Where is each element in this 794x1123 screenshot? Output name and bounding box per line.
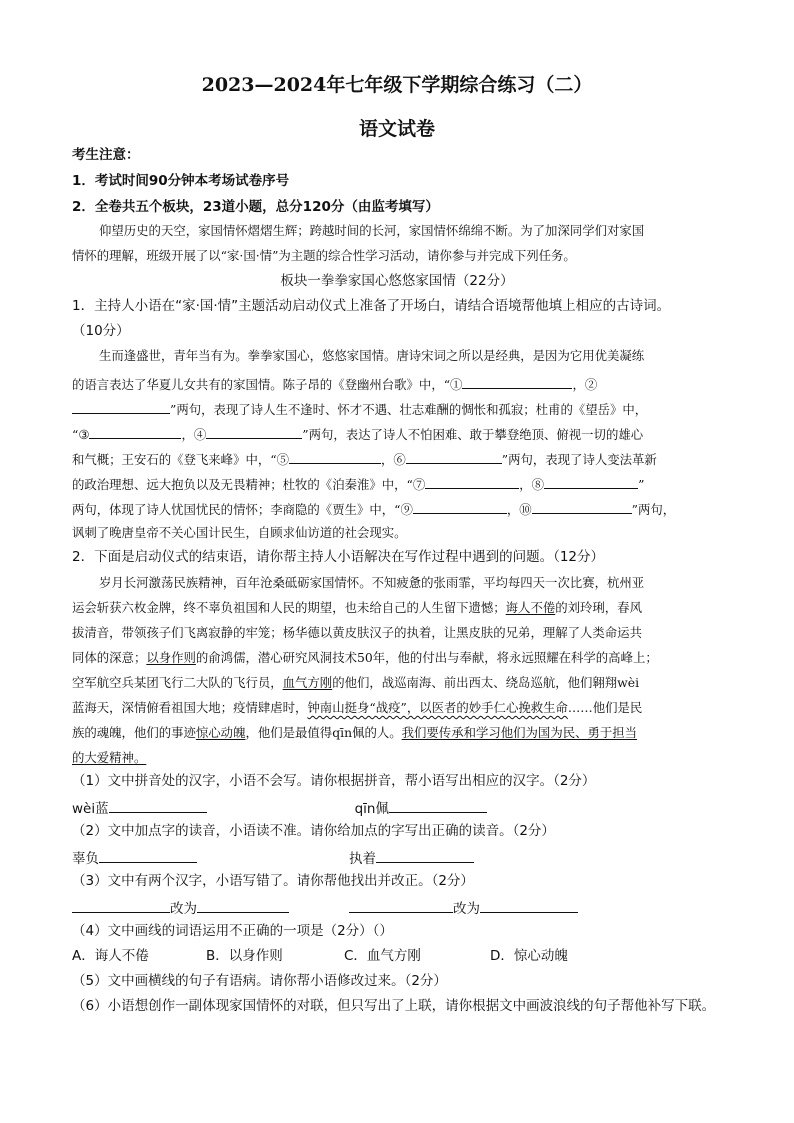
answer-blank-6[interactable] (406, 451, 502, 464)
q1-passage-line-6 (72, 476, 732, 491)
q1-text: 的政治理想、远大抱负以及无畏精神；杜牧的《泊秦淮》中，“⑦ (72, 477, 426, 492)
q1-passage-line-1: 生而逢盛世，青年当有为。拳拳家国心，悠悠家国情。唐诗宋词之所以是经典，是因为它用优美凝练 (99, 348, 645, 363)
q2-text: 同体的深意； (72, 650, 147, 665)
pinyin-wei-label: wèi蓝 (72, 801, 109, 817)
answer-blank-wrong-1[interactable] (72, 900, 170, 913)
change-to-label: 改为 (170, 901, 197, 917)
q1-text: ” (638, 477, 645, 492)
underlined-sentence: 我们要传承和学习他们为国为民、勇于担当 (401, 725, 638, 740)
q1-passage-line-8: 讽刺了晚唐皇帝不关心国计民生，自顾求仙访道的社会现实。 (72, 525, 407, 540)
answer-blank-correct-2[interactable] (480, 900, 578, 913)
answer-blank-9[interactable] (413, 501, 507, 514)
q2-passage-line-3: 拔清音，带领孩子们飞离寂静的牢笼；杨华德以黄皮肤汉子的执着，让黑皮肤的兄弟，理解了人类命运共 (72, 625, 642, 640)
q1-passage-line-5 (72, 451, 732, 466)
underlined-word-huirenbujuan: 诲人不倦 (505, 600, 556, 615)
exam-subtitle: 语文试卷 (358, 118, 435, 140)
q1-text: “③ (72, 427, 90, 442)
underlined-word-xueqifanggang: 血气方刚 (282, 675, 333, 690)
answer-blank-wei[interactable] (109, 800, 207, 813)
sub-question-2: （2）文中加点字的读音，小语读不准。请你给加点的字写出正确的读音。（2分） (72, 823, 555, 839)
q2-text: 空军航空兵某团飞行二大队的飞行员， (72, 675, 283, 690)
q1-text: ，⑥ (380, 452, 406, 467)
notice-item-2: 2．全卷共五个板块，23道小题，总分120分（由监考填写） (72, 199, 439, 215)
q2-passage-line-1: 岁月长河激荡民族精神，百年沧桑砥砺家国情怀。不知疲惫的张雨霏，平均每四天一次比赛，杭州亚 (99, 575, 645, 590)
notice-heading: 考生注意： (72, 147, 140, 163)
notice-item-1: 1．考试时间90分钟本考场试卷序号 (72, 173, 290, 189)
q1-text: ”两句， (631, 502, 676, 517)
answer-blank-gufu[interactable] (99, 850, 197, 863)
q2-passage-line-7 (72, 727, 732, 739)
q2-passage-line-5 (72, 677, 732, 689)
q1-text: 的语言表达了华夏儿女共有的家国情。陈子昂的《登幽州台歌》中，“① (72, 377, 463, 392)
option-a[interactable]: A．诲人不倦 (72, 948, 149, 964)
underlined-word-jingxindongpo: 惊心动魄 (195, 725, 246, 740)
wavy-underlined-sentence: 钟南山挺身“战疫”，以医者的妙手仁心挽救生命 (307, 700, 568, 715)
answer-blank-7[interactable] (425, 476, 519, 489)
q1-stem-line-2: （10分） (72, 323, 130, 339)
q1-passage-line-4 (72, 426, 732, 441)
answer-blank-5[interactable] (289, 451, 381, 464)
option-b[interactable]: B．以身作则 (206, 948, 283, 964)
q1-passage-line-7 (72, 501, 732, 516)
q1-text: ”两句，表现了诗人变法革新 (501, 452, 657, 467)
q2-text: ，他们是最值得qīn佩的人。 (245, 725, 402, 740)
section-1-title: 板块一拳拳家国心悠悠家国情（22分） (280, 273, 514, 289)
word-gufu-label: 辜负 (72, 851, 99, 867)
intro-line-1: 仰望历史的天空，家国情怀熠熠生辉；跨越时间的长河，家国情怀绵绵不断。为了加深同学们对家国 (99, 223, 645, 238)
q1-passage-line-2 (72, 376, 732, 391)
answer-blank-2[interactable] (72, 401, 170, 414)
q2-text: 运会斩获六枚金牌，终不辜负祖国和人民的期望，也未给自己的人生留下遗憾； (72, 600, 506, 615)
q2-text: 的刘玲琍，春风 (555, 600, 642, 615)
q1-text: ”两句，表达了诗人不怕困难、敢于攀登绝顶、俯视一切的雄心 (302, 427, 644, 442)
q2-passage-line-6 (72, 702, 732, 714)
q2-passage-line-2 (72, 602, 732, 614)
q1-text: ，⑧ (519, 477, 545, 492)
answer-blank-wrong-2[interactable] (349, 900, 453, 913)
intro-line-2: 情怀的理解，班级开展了以“家·国·情”为主题的综合性学习活动，请你参与并完成下列任务。 (72, 248, 576, 263)
q2-stem: 2．下面是启动仪式的结束语，请你帮主持人小语解决在写作过程中遇到的问题。（12分） (72, 549, 605, 565)
q1-text: ，④ (181, 427, 207, 442)
word-zhizhuo-label: 执着 (349, 851, 376, 867)
sub-question-3-answers (72, 900, 732, 917)
underlined-word-yishenzuoze: 以身作则 (146, 650, 196, 665)
change-to-label: 改为 (453, 901, 480, 917)
answer-blank-3[interactable] (89, 426, 181, 439)
sub-question-2-answers (72, 850, 732, 867)
q1-text: 和气概；王安石的《登飞来峰》中，“⑤ (72, 452, 289, 467)
option-c[interactable]: C．血气方刚 (344, 948, 421, 964)
sub-question-5: （5）文中画横线的句子有语病。请你帮小语修改过来。（2分） (72, 973, 447, 989)
q2-passage-line-8 (72, 752, 732, 764)
sub-question-6: （6）小语想创作一副体现家国情怀的对联，但只写出了上联，请你根据文中画波浪线的句子帮他补写下联。 (72, 998, 716, 1014)
q1-stem-line-1: 1．主持人小语在“家·国·情”主题活动启动仪式上准备了开场白，请结合语境帮他填上相应的古诗词。 (72, 298, 671, 314)
answer-blank-10[interactable] (532, 501, 632, 514)
answer-blank-correct-1[interactable] (197, 900, 289, 913)
sub-question-1-answers (72, 800, 732, 817)
sub-question-4-options (72, 950, 732, 964)
q2-text: ……他们是民 (567, 700, 643, 715)
option-d[interactable]: D．惊心动魄 (490, 948, 568, 964)
exam-title: 2023—2024年七年级下学期综合练习（二） (201, 74, 593, 96)
sub-question-3: （3）文中有两个汉字，小语写错了。请你帮他找出并改正。（2分） (72, 873, 474, 889)
q1-text: 两句，体现了诗人忧国忧民的情怀；李商隐的《贾生》中，“⑨ (72, 502, 413, 517)
q2-passage-line-4 (72, 652, 732, 664)
pinyin-qin-label: qīn佩 (354, 801, 389, 817)
q1-text: ，② (572, 377, 598, 392)
underlined-sentence-end: 的大爱精神。 (72, 750, 147, 765)
answer-blank-qin[interactable] (389, 800, 487, 813)
q1-text: ”两句，表现了诗人生不逢时、怀才不遇、壮志难酬的惆怅和孤寂；杜甫的《望岳》中， (170, 402, 648, 417)
sub-question-1: （1）文中拼音处的汉字，小语不会写。请你根据拼音，帮小语写出相应的汉字。（2分） (72, 773, 596, 789)
sub-question-4: （4）文中画线的词语运用不正确的一项是（2分）（） (72, 923, 393, 939)
q1-passage-line-3 (72, 401, 732, 416)
answer-blank-zhizhuo[interactable] (376, 850, 474, 863)
q2-text: 族的魂魄，他们的事迹 (72, 725, 196, 740)
answer-blank-1[interactable] (462, 376, 572, 389)
q2-text: 蓝海天，深情俯看祖国大地；疫情肆虐时， (72, 700, 308, 715)
q2-text: 的他们，战巡南海、前出西太、绕岛巡航，他们翱翔wèi (332, 675, 640, 690)
answer-blank-8[interactable] (544, 476, 638, 489)
q1-text: ，⑩ (506, 502, 532, 517)
q2-text: 的俞鸿儒，潜心研究风洞技术50年，他的付出与奉献，将永远照耀在科学的高峰上； (195, 650, 658, 665)
answer-blank-4[interactable] (206, 426, 302, 439)
